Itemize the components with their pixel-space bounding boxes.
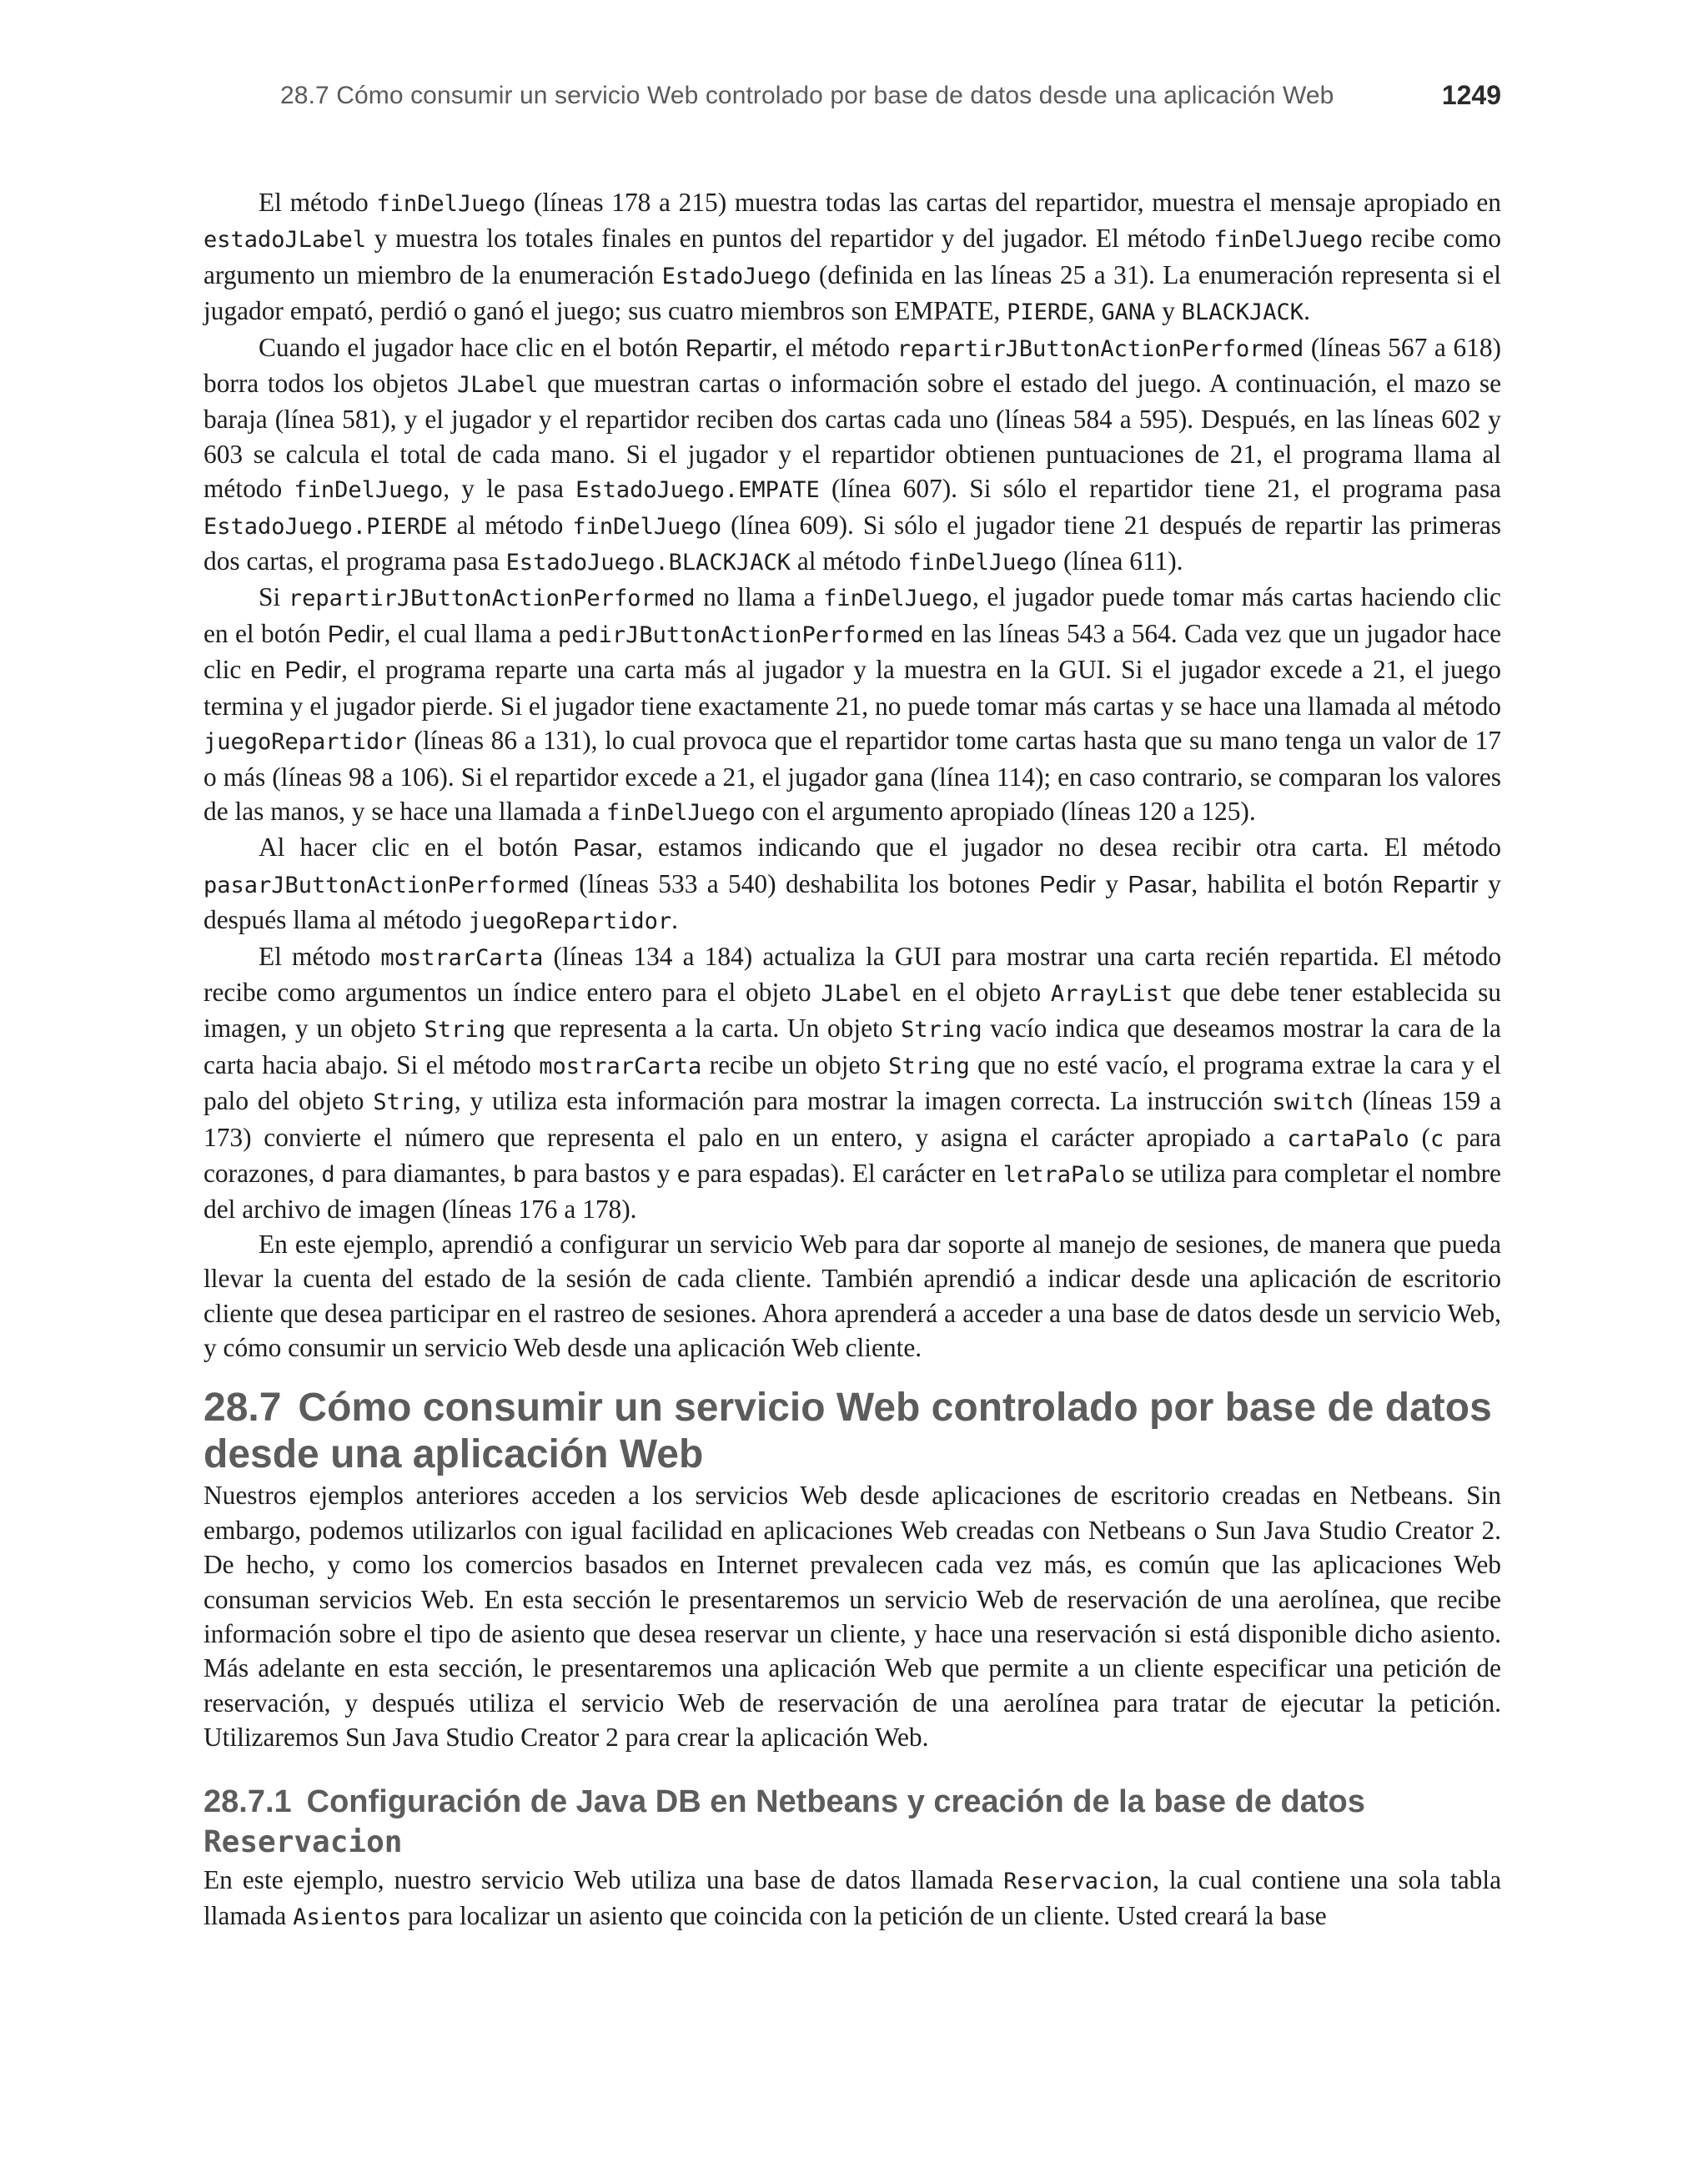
text-run: , la cual contiene una sola tabla llamada (203, 1864, 1501, 1931)
text-run: (líneas 567 a 618) borra todos los objetos (203, 332, 1502, 399)
paragraph-summary: En este ejemplo, aprendió a configurar un servicio Web para dar soporte al manejo de sesiones, de manera que pueda llevar la cuenta del estado de la sesión de cada cliente. También aprendió a indicar desde una aplicación de escritorio cliente que desea participar en el rastreo de sesiones. Ahora aprenderá a acceder a una base de datos desde un servicio Web, y cómo consumir un servicio Web desde una aplicación Web cliente. (203, 1229, 1501, 1362)
text-run: , y le pasa (443, 474, 576, 504)
text-run: (definida en las líneas 25 a 31). La enumeración representa si el jugador empató, perdió o ganó el juego; sus cuatro miembros son EMPATE, (203, 259, 1501, 326)
code-term: c (1429, 1125, 1444, 1152)
text-run: En este ejemplo, nuestro servicio Web utiliza una base de datos llamada (203, 1864, 1004, 1894)
code-term: pasarJButtonActionPerformed (203, 872, 570, 898)
code-term: Reservacion (1003, 1868, 1153, 1894)
ui-term: Repartir (1392, 871, 1479, 898)
text-run: recibe como argumento un miembro de la enumeración (203, 224, 1502, 289)
text-run: , el método (771, 332, 897, 362)
code-term: repartirJButtonActionPerformed (288, 586, 696, 612)
code-term: pedirJButtonActionPerformed (557, 621, 924, 648)
text-run: en el objeto (902, 977, 1051, 1007)
paragraph-pasar (203, 830, 1501, 938)
code-term: EstadoJuego (661, 263, 811, 289)
section-number: 28.7 (203, 1386, 282, 1431)
text-run: (líneas 86 a 131), lo cual provoca que el repartidor tome cartas hasta que su mano tenga un valor de 17 o más (líneas 98 a 106). Si el repartidor excede a 21, el jugador gana (línea 114); en caso contrario, se comparan los valores de las manos, y se hace una llamada a (203, 726, 1501, 826)
text-run: y después llama al método (203, 868, 1501, 935)
text-run: para localizar un asiento que coincida con la petición de un cliente. Usted creará la base (401, 1901, 1327, 1931)
text-run: (línea 611). (1057, 546, 1183, 576)
text-run: , el cual llama a (384, 618, 558, 648)
subsection-paragraph (203, 1863, 1501, 1935)
text-run: vacío indica que deseamos mostrar la cara de la carta hacia abajo. Si el método (203, 1014, 1501, 1079)
code-term: finDelJuego (1213, 227, 1364, 254)
text-run: para corazones, (203, 1122, 1501, 1188)
text-run: que muestran cartas o información sobre el estado del juego. A continuación, el mazo se baraja (línea 581), y el jugador y el repartidor reciben dos cartas cada uno (líneas 584 a 595). Después, en las líneas 602 y 603 se calcula el total de cada mano. Si el jugador y el repartidor obtienen puntuaciones de 21, el programa llama al método (203, 369, 1501, 504)
text-run: (líneas 159 a 173) convierte el número que representa el palo en un entero, y asigna el carácter apropiado a (203, 1086, 1501, 1152)
ui-term: Pedir (327, 621, 384, 648)
text-run: El método (259, 941, 381, 971)
subsection-title: Configuración de Java DB en Netbeans y creación de la base de datos (306, 1783, 1365, 1819)
text-run: para diamantes, (334, 1158, 513, 1188)
text-run: en las líneas 543 a 564. Cada vez que un jugador hace clic en (203, 618, 1502, 685)
code-term: e (676, 1161, 691, 1188)
text-run: El método (259, 188, 377, 217)
ui-term: Pasar (1128, 871, 1192, 898)
code-term: String (424, 1017, 506, 1044)
text-run: se utiliza para completar el nombre del archivo de imagen (líneas 176 a 178). (203, 1158, 1501, 1225)
code-term: mostrarCarta (539, 1053, 702, 1079)
subsection-title-code: Reservacion (203, 1824, 403, 1859)
text-run: (línea 607). Si sólo el repartidor tiene 21, el programa pasa (819, 474, 1501, 504)
code-term: JLabel (456, 372, 539, 399)
text-run: al método (790, 546, 908, 576)
code-term: estadoJLabel (203, 227, 367, 254)
code-term: String (373, 1089, 455, 1116)
ui-term: Repartir (685, 334, 772, 362)
code-term: String (901, 1017, 982, 1044)
text-run: y (1155, 296, 1182, 326)
code-term: String (888, 1053, 970, 1079)
ui-term: Pedir (284, 657, 342, 685)
text-run: . (671, 905, 679, 935)
text-run: , habilita el botón (1191, 868, 1393, 898)
running-header (280, 82, 1501, 110)
code-term: switch (1272, 1089, 1354, 1116)
text-run: que debe tener establecida su imagen, y un objeto (203, 977, 1501, 1044)
subsection-heading (203, 1782, 1501, 1863)
text-run: (línea 609). Si sólo el jugador tiene 21 después de repartir las primeras dos cartas, el programa pasa (203, 510, 1501, 576)
code-term: finDelJuego (294, 477, 444, 504)
text-run: , y utiliza esta información para mostrar la imagen correcta. La instrucción (454, 1086, 1273, 1116)
code-term: finDelJuego (823, 586, 972, 612)
code-term: BLACKJACK (1181, 299, 1304, 326)
text-run: (líneas 533 a 540) deshabilita los botones (569, 868, 1040, 898)
text-run: ( (1409, 1122, 1430, 1152)
code-term: cartaPalo (1287, 1125, 1409, 1152)
body-text (203, 185, 1501, 1934)
code-term: juegoRepartidor (468, 908, 672, 935)
paragraph-mostrarcarta (203, 939, 1501, 1227)
section-heading (203, 1385, 1501, 1478)
text-run: al método (447, 510, 573, 540)
text-run: Cuando el jugador hace clic en el botón (259, 332, 686, 362)
text-run: para espadas). El carácter en (690, 1158, 1003, 1188)
text-run: y (1096, 868, 1128, 898)
text-run: (líneas 134 a 184) actualiza la GUI para mostrar una carta recién repartida. El método recibe como argumentos un índice entero para el objeto (203, 941, 1502, 1007)
code-term: EstadoJuego.PIERDE (203, 513, 448, 540)
code-term: finDelJuego (572, 513, 722, 540)
code-term: finDelJuego (376, 191, 526, 217)
code-term: EstadoJuego.EMPATE (575, 477, 820, 504)
paragraph-repartir (203, 330, 1501, 581)
subsection-number: 28.7.1 (203, 1783, 292, 1819)
code-term: d (321, 1161, 335, 1188)
text-run: que representa a la carta. Un objeto (505, 1014, 902, 1044)
text-run: y muestra los totales finales en puntos del repartidor y del jugador. El método (366, 224, 1214, 254)
code-term: EstadoJuego.BLACKJACK (505, 550, 791, 576)
text-run: no llama a (695, 582, 824, 612)
text-run: para bastos y (526, 1158, 677, 1188)
code-term: PIERDE (1007, 299, 1088, 326)
running-title: 28.7 Cómo consumir un servicio Web controlado por base de datos desde una aplicación Web (280, 82, 1334, 109)
text-run: Al hacer clic en el botón (259, 832, 574, 863)
code-term: letraPalo (1002, 1161, 1126, 1188)
text-run: , el jugador puede tomar más cartas haciendo clic en el botón (203, 582, 1501, 648)
code-term: mostrarCarta (380, 944, 544, 971)
text-run: con el argumento apropiado (líneas 120 a 125). (755, 796, 1256, 826)
code-term: juegoRepartidor (203, 729, 407, 756)
text-run: Si (259, 582, 289, 612)
text-run: , estamos indicando que el jugador no desea recibir otra carta. El método (636, 832, 1501, 863)
section-title: Cómo consumir un servicio Web controlado por base de datos desde una aplicación Web (203, 1386, 1492, 1477)
code-term: ArrayList (1050, 980, 1173, 1007)
text-run: recibe un objeto (701, 1049, 889, 1079)
text-run: . (1304, 296, 1310, 326)
paragraph-pedir (203, 580, 1501, 830)
ui-term: Pedir (1039, 871, 1096, 898)
ui-term: Pasar (573, 835, 637, 863)
text-run: , el programa reparte una carta más al jugador y la muestra en la GUI. Si el jugador excede a 21, el juego termina y el jugador pierde. Si el jugador tiene exactamente 21, no puede tomar más cartas y se hace una llamada al método (203, 655, 1501, 721)
paragraph-findeljuego (203, 185, 1501, 330)
page-number: 1249 (1441, 80, 1501, 110)
section-paragraph: Nuestros ejemplos anteriores acceden a los servicios Web desde aplicaciones de escritorio creadas en Netbeans. Sin embargo, podemos utilizarlos con igual facilidad en aplicaciones Web creadas con Netbeans o Sun Java Studio Creator 2. De hecho, y como los comercios basados en Internet prevalecen cada vez más, es común que las aplicaciones Web consuman servicios Web. En esta sección le presentaremos un servicio Web de reservación de una aerolínea, que recibe información sobre el tipo de asiento que desea reservar un cliente, y hace una reservación si está disponible dicho asiento. Más adelante en esta sección, le presentaremos una aplicación Web que permite a un cliente especificar una petición de reservación, y después utiliza el servicio Web de reservación de una aerolínea para tratar de ejecutar la petición. Utilizaremos Sun Java Studio Creator 2 para crear la aplicación Web. (203, 1481, 1501, 1753)
text-run: , (1088, 296, 1102, 326)
text-run: (líneas 178 a 215) muestra todas las cartas del repartidor, muestra el mensaje apropiado en (525, 188, 1501, 217)
code-term: JLabel (821, 980, 902, 1007)
code-term: Asientos (293, 1904, 402, 1931)
code-term: finDelJuego (907, 550, 1057, 576)
text-run: que no esté vacío, el programa extrae la cara y el palo del objeto (203, 1049, 1501, 1116)
code-term: GANA (1101, 299, 1156, 326)
code-term: repartirJButtonActionPerformed (897, 335, 1304, 362)
code-term: b (512, 1161, 527, 1188)
code-term: finDelJuego (605, 799, 756, 826)
